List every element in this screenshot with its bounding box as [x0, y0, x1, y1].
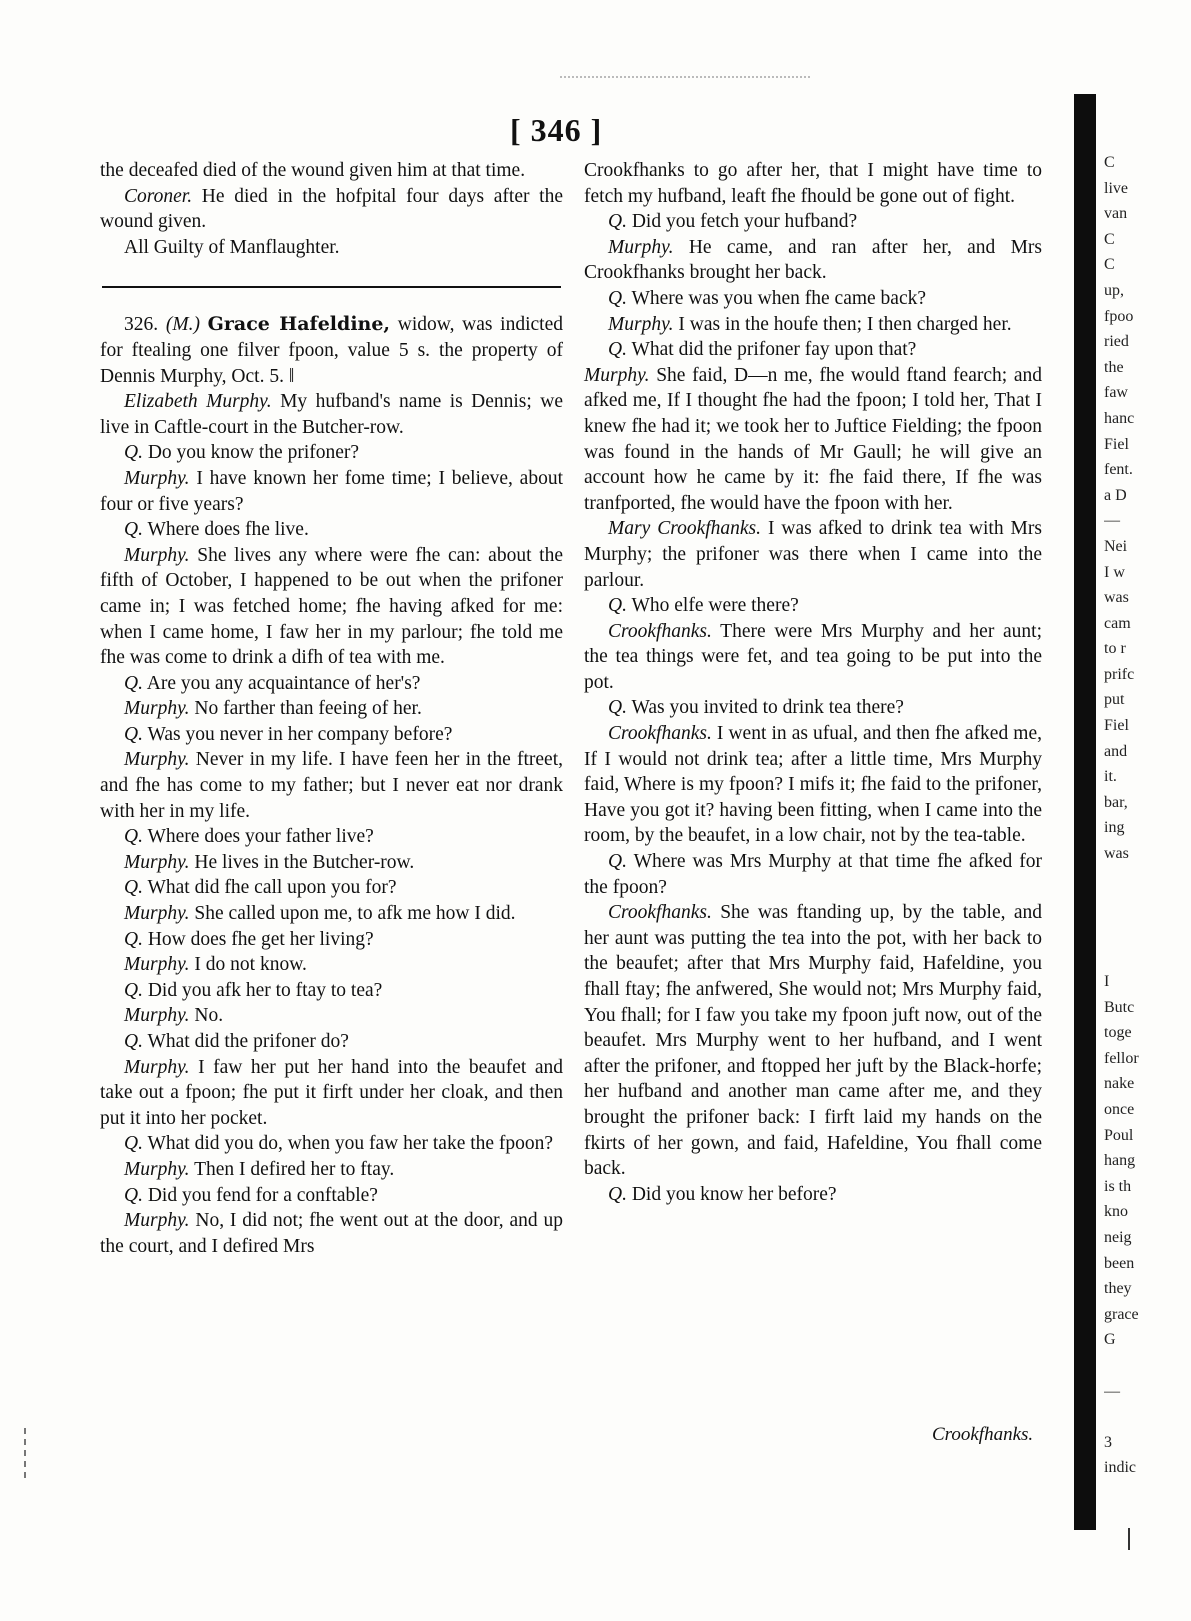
text-run: 326. [124, 314, 166, 336]
speaker-label: Murphy. [124, 544, 190, 566]
paragraph [100, 158, 563, 184]
paragraph [100, 901, 563, 927]
speaker-label: Q. [608, 851, 627, 873]
fragment-line [1104, 867, 1184, 893]
left-column [100, 158, 563, 1259]
paragraph [584, 849, 1042, 900]
paragraph [100, 184, 563, 235]
paragraph [584, 619, 1042, 696]
fragment-line: — [1104, 512, 1120, 530]
paragraph [100, 543, 563, 671]
fragment-line: the [1104, 358, 1124, 376]
paragraph [584, 286, 1042, 312]
paragraph [584, 721, 1042, 849]
fragment-line: van [1104, 205, 1128, 223]
speaker-label: Q. [124, 979, 143, 1001]
paragraph [100, 440, 563, 466]
text-run: Did you know her before? [626, 1183, 837, 1205]
text-run: What did fhe call upon you for? [142, 877, 397, 899]
paragraph [584, 158, 1042, 209]
fragment-line: I [1104, 973, 1110, 990]
paragraph [584, 337, 1042, 363]
paragraph [584, 209, 1042, 235]
text-run: Are you any acquaintance of her's? [142, 672, 421, 694]
fragment-line: — [1104, 1382, 1120, 1400]
text-run: He came, and ran after her, and Mrs Crookfhanks brought her back. [584, 236, 1042, 284]
fragment-line: Fiel [1104, 435, 1129, 453]
paragraph [584, 695, 1042, 721]
fragment-line: is th [1104, 1177, 1132, 1195]
scan-noise [560, 76, 810, 82]
text-run: She faid, D—n me, fhe would ftand fearch; and afked me, If I thought fhe had the fpoon; I told her, That I knew fhe had it; we took her to Juftice Fielding; the fpoon was found in the hands of Mr Gaull; he will give an account how he came by it: fhe faid there, If fhe was tranfported, fhe would have the fpoon with her. [584, 364, 1042, 514]
speaker-label: Murphy. [608, 313, 674, 335]
fragment-line: was [1104, 845, 1129, 863]
fragment-line: C [1104, 230, 1115, 248]
paragraph [584, 363, 1042, 517]
text-run: Where does fhe live. [142, 519, 309, 541]
speaker-label: Q. [124, 877, 143, 899]
fragment-line: hanc [1104, 409, 1135, 427]
fragment-line: 3 [1104, 1433, 1112, 1451]
speaker-label: Q. [608, 595, 627, 617]
paragraph [100, 1208, 563, 1259]
fragment-line: Fiel [1104, 717, 1129, 735]
fragment-line: cam [1104, 614, 1131, 632]
fragment-line: toge [1104, 1024, 1132, 1042]
fragment-line: nake [1104, 1075, 1135, 1093]
text-run: Who elfe were there? [626, 595, 799, 617]
fragment-line: bar, [1104, 793, 1128, 811]
text-run: He lives in the Butcher-row. [189, 851, 415, 873]
text-run: She was ftanding up, by the table, and her aunt was putting the tea into the pot, with her back to the beaufet; after that Mrs Murphy faid, Hafeldine, you fhall ftay; fhe anfwered, She would not; Mrs Murphy faid, You fhall; for I faw you take my fpoon juft now, out of the beaufet. Mrs Murphy went to her hufband, and I went after the prifoner, and ftopped her juft by the Black-horfe; her hufband and another man came after me, and they brought the prifoner back: I firft laid my hands on the fkirts of her gown, and faid, Hafeldine, You fhall come back. [584, 902, 1042, 1180]
fragment-line: grace [1104, 1305, 1139, 1323]
text-run: What did the prifoner do? [142, 1031, 349, 1052]
fragment-line: Poul [1104, 1126, 1134, 1144]
binding-gutter [1074, 94, 1096, 1530]
text-run: She called upon me, to afk me how I did. [189, 903, 516, 925]
speaker-label: Murphy. [124, 903, 190, 925]
fragment-line: neig [1104, 1228, 1132, 1246]
speaker-label: (M.) [165, 314, 200, 336]
text-run: Was you never in her company before? [142, 723, 453, 745]
text-run: Do you know the prifoner? [142, 442, 360, 464]
text-run: No, I did not; fhe went out at the door, and up the court, and I defired Mrs [100, 1210, 563, 1257]
fragment-line: and [1104, 742, 1128, 760]
fragment-line: faw [1104, 384, 1128, 402]
paragraph [100, 978, 563, 1004]
speaker-label: Q. [608, 287, 627, 309]
speaker-label: Q. [124, 672, 143, 694]
text-run: She lives any where were fhe can: about the fifth of October, I happened to be out when the prifoner came in; I was fetched home; fhe having afked for me: when I came home, I faw her in my parlour; fhe told me fhe was come to drink a difh of tea with me. [100, 544, 563, 669]
text-run: I faw her put her hand into the beaufet and take out a fpoon; fhe put it firft under her cloak, and then put it into her pocket. [100, 1056, 563, 1129]
speaker-label: Murphy. [124, 1005, 190, 1027]
fragment-line [1104, 892, 1184, 918]
text-run: Where was you when fhe came back? [626, 287, 927, 309]
paragraph [100, 1055, 563, 1132]
fragment-line [1104, 943, 1184, 969]
paragraph [100, 1029, 563, 1055]
fragment-line: fent. [1104, 461, 1133, 479]
margin-mark [1128, 1528, 1130, 1550]
text-run: Did you afk her to ftay to tea? [142, 979, 383, 1001]
catchword: Crookfhanks. [932, 1424, 1034, 1445]
fragment-line [1104, 1353, 1184, 1379]
speaker-label: Crookfhanks. [608, 902, 712, 924]
defendant-name: Grace Hafeldine, [207, 313, 391, 336]
text-run: All Guilty of Manflaughter. [124, 236, 340, 258]
fragment-line: was [1104, 589, 1129, 607]
text-run: I was in the houfe then; I then charged her. [673, 313, 1012, 335]
text-run: I do not know. [189, 954, 307, 976]
speaker-label: Q. [124, 1133, 143, 1155]
speaker-label: Murphy. [124, 1158, 190, 1180]
speaker-label: Mary Crookfhanks. [608, 518, 762, 540]
speaker-label: Crookfhanks. [608, 620, 712, 642]
paragraph [100, 389, 563, 440]
right-column [584, 158, 1042, 1207]
fragment-line: once [1104, 1100, 1135, 1118]
speaker-label: Q. [124, 1031, 143, 1052]
speaker-label: Q. [124, 519, 143, 541]
paragraph [584, 593, 1042, 619]
fragment-line: Nei [1104, 537, 1128, 555]
paragraph [100, 517, 563, 543]
text-run: He died in the hofpital four days after the wound given. [100, 185, 563, 233]
speaker-label: Murphy. [584, 364, 650, 386]
paragraph [584, 1182, 1042, 1208]
fragment-line: I w [1104, 563, 1125, 581]
paragraph [100, 722, 563, 748]
speaker-label: Murphy. [124, 954, 190, 976]
text-run: Did you fend for a conftable? [142, 1184, 378, 1206]
paragraph [100, 1157, 563, 1183]
speaker-label: Q. [124, 826, 143, 848]
fragment-line: live [1104, 179, 1128, 197]
paragraph [100, 952, 563, 978]
paragraph [100, 1131, 563, 1157]
text-run: I was afked to drink tea with Mrs Murphy; the prifoner was there when I came into the parlour. [584, 518, 1042, 591]
text-run: Did you fetch your hufband? [626, 211, 858, 233]
text-run: widow, was indicted for ftealing one filver fpoon, value 5 s. the property of Dennis Murphy, Oct. 5. ‖ [100, 314, 563, 387]
text-run: There were Mrs Murphy and her aunt; the tea things were fet, and tea going to be put into the pot. [584, 620, 1042, 693]
adjacent-page-fragments [1104, 150, 1184, 1481]
text-run: My hufband's name is Dennis; we live in Caftle-court in the Butcher-row. [100, 391, 563, 438]
paragraph [100, 696, 563, 722]
fragment-line: they [1104, 1280, 1132, 1298]
speaker-label: Q. [124, 1184, 143, 1206]
paragraph [584, 312, 1042, 338]
speaker-label: Murphy. [608, 236, 674, 258]
paragraph [100, 850, 563, 876]
speaker-label: Murphy. [124, 851, 190, 873]
paragraph [100, 671, 563, 697]
paragraph [584, 235, 1042, 286]
paragraph [100, 824, 563, 850]
fragment-line: been [1104, 1254, 1135, 1272]
speaker-label: Q. [608, 339, 627, 361]
fragment-line: ing [1104, 819, 1125, 837]
speaker-label: Q. [608, 211, 627, 233]
page-number: [ 346 ] [510, 112, 603, 148]
fragment-line: fpoo [1104, 307, 1134, 325]
speaker-label: Coroner. [124, 185, 193, 207]
fragment-line: prifc [1104, 665, 1135, 683]
fragment-line: up, [1104, 281, 1124, 299]
paragraph [100, 466, 563, 517]
text-run: Never in my life. I have feen her in the ftreet, and fhe has come to my father; but I never eat nor drank with her in my life. [100, 749, 563, 822]
text-run: Then I defired her to ftay. [189, 1158, 395, 1180]
fragment-line [1104, 1404, 1184, 1430]
speaker-label: Murphy. [124, 467, 190, 489]
paragraph [584, 516, 1042, 593]
text-run: I went in as ufual, and then fhe afked me, If I would not drink tea; after a little time, Mrs Murphy faid, Where is my fpoon? I mifs it; fhe faid to the prifoner, Have you got it? having been fitting, when I came into the room, by the beaufet, in a low chair, not by the tea-table. [584, 723, 1042, 847]
fragment-line: G [1104, 1331, 1116, 1349]
text-run: Was you invited to drink tea there? [626, 697, 904, 719]
speaker-label: Murphy. [124, 698, 190, 720]
speaker-label: Q. [124, 928, 143, 950]
paragraph [100, 1003, 563, 1029]
fragment-line: Butc [1104, 998, 1135, 1016]
speaker-label: Murphy. [124, 1056, 190, 1078]
fragment-line: indic [1104, 1459, 1136, 1477]
paragraph [100, 875, 563, 901]
fragment-line: hang [1104, 1152, 1136, 1170]
fragment-line: fellor [1104, 1049, 1139, 1067]
text-run: What did you do, when you faw her take the fpoon? [142, 1133, 554, 1155]
text-run: Where was Mrs Murphy at that time fhe afked for the fpoon? [584, 851, 1042, 898]
fragment-line: a D [1104, 486, 1127, 504]
speaker-label: Q. [124, 442, 143, 464]
fragment-line: put [1104, 691, 1125, 709]
text-run: How does fhe get her living? [142, 928, 374, 950]
section-rule [102, 286, 561, 288]
speaker-label: Elizabeth Murphy. [124, 391, 272, 413]
fragment-line: ried [1104, 333, 1129, 351]
text-run: the deceafed died of the wound given him at that time. [100, 160, 526, 181]
paragraph [100, 747, 563, 824]
fragment-line: to r [1104, 640, 1126, 658]
speaker-label: Murphy. [124, 749, 190, 771]
fragment-line: it. [1104, 768, 1117, 786]
text-run: Crookfhanks to go after her, that I might have time to fetch my hufband, leaft fhe fhould be gone out of fight. [584, 160, 1042, 207]
speaker-label: Q. [608, 1183, 627, 1205]
text-run: Where does your father live? [142, 826, 374, 848]
paragraph [100, 927, 563, 953]
paragraph [100, 312, 563, 389]
paragraph [100, 1183, 563, 1209]
text-run: No farther than feeing of her. [189, 698, 422, 720]
text-run: What did the prifoner fay upon that? [626, 339, 917, 361]
speaker-label: Q. [124, 723, 143, 745]
speaker-label: Crookfhanks. [608, 723, 712, 745]
speaker-label: Q. [608, 697, 627, 719]
speaker-label: Murphy. [124, 1210, 190, 1232]
margin-marks [24, 1428, 34, 1478]
paragraph [100, 235, 563, 261]
fragment-line: C [1104, 256, 1115, 274]
paragraph [584, 900, 1042, 1182]
text-run [200, 314, 208, 335]
fragment-line: C [1104, 154, 1115, 171]
text-run: No. [189, 1005, 224, 1027]
fragment-line: kno [1104, 1203, 1128, 1221]
text-run: I have known her fome time; I believe, about four or five years? [100, 467, 563, 515]
fragment-line [1104, 918, 1184, 944]
